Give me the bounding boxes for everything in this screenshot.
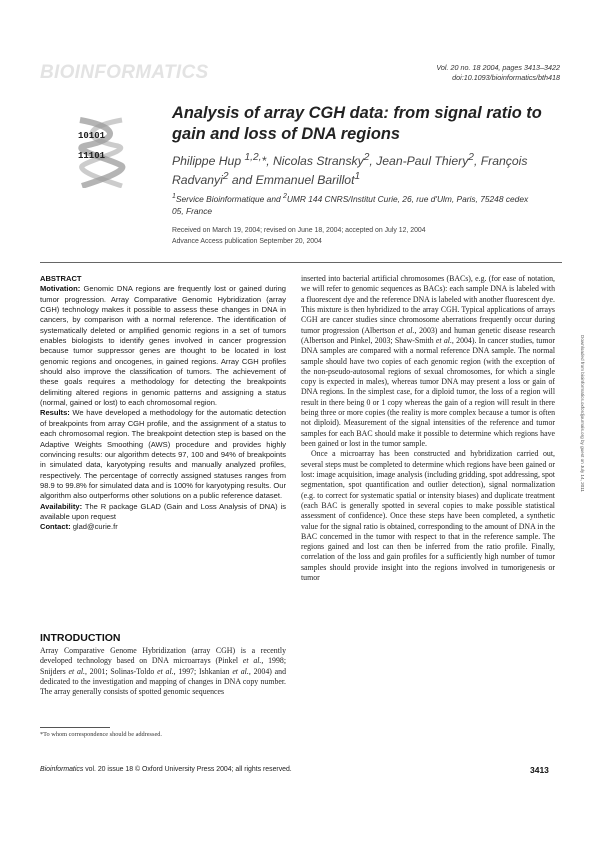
- dna-binary-helix-icon: [74, 116, 132, 188]
- results-label: Results:: [40, 408, 70, 418]
- journal-name: BIOINFORMATICS: [40, 62, 209, 83]
- footnote: *To whom correspondence should be addressed.: [40, 731, 162, 738]
- authors: Philippe Hup $^{1,2,}$*, Nicolas Stransky$^2$, Jean-Paul Thiery$^2$, François Radvanyi$^2$ and Emmanuel Barillot$^1$: [172, 152, 528, 188]
- abstract-heading: ABSTRACT: [40, 274, 82, 283]
- article-title: Analysis of array CGH data: from signal ratio to gain and loss of DNA regions: [172, 104, 542, 143]
- doi: doi:10.1093/bioinformatics/bth418: [452, 73, 560, 82]
- motivation-label: Motivation:: [40, 284, 81, 294]
- download-side-note[interactable]: Downloaded from bioinformatics.oxfordjournals.org by guest on July 14, 2011: [580, 335, 585, 492]
- contact-email[interactable]: glad@curie.fr: [72, 522, 118, 532]
- contact-label: Contact:: [40, 522, 71, 532]
- affiliation: $^1$Service Bioinformatique and $^2$UMR 144 CNRS/Institut Curie, 26, rue d'Ulm, Paris, 75248 cedex 05, France: [172, 193, 529, 216]
- advance-access: Advance Access publication September 20, 2004: [172, 237, 322, 245]
- availability-text: The R package GLAD (Gain and Loss Analysis of DNA) is available upon request: [40, 501, 286, 521]
- right-paragraph-2: Once a microarray has been constructed and hybridization carried out, several steps must be completed to determine which regions have been gained or lost: image acquisition, image analysis (including gridding, spot addressing, spot segmentation, spot quantification and outlier detection), signal normalization (e.g. to correct for systematic spatial or intensity biases) and duplicate treatment (each BAC is generally spotted in several copies to make possible statistical assessment of confidence). Once these steps have been completed, a synthetic value for the signal ratio is obtained, corresponding to the amount of DNA in the BAC concerned in the tumor with respect to that in the reference sample. The regions gained and lost can then be inferred from the ratio profile. Finally, correlation of the loss and gain profiles for a sufficiently high number of tumor samples should provide insight into the regions involved in tumorigenesis or tumor: [301, 449, 555, 583]
- abstract: [40, 274, 286, 533]
- footer-citation: Bioinformatics vol. 20 issue 18 © Oxford University Press 2004; all rights reserved.: [40, 766, 292, 773]
- footnote-rule: [40, 727, 110, 728]
- logo-bits-bottom: 11101: [78, 151, 106, 161]
- article-dates: [172, 226, 562, 247]
- availability-label: Availability:: [40, 501, 83, 511]
- introduction-heading: INTRODUCTION: [40, 632, 121, 644]
- motivation-text: Genomic DNA regions are frequently lost or gained during tumor progression. Array Comparative Genomic Hybridization (array CGH) technology makes it possible to assess these changes in DNA in cancers, by comparison with a normal reference. The identification of systematically deleted or amplified genomic regions in a set of tumors enables biologists to identify genes involved in cancer progression because tumor suppressor genes are thought to be located in lost genomic regions and oncogenes, in gained regions. Array CGH profiles should also improve the classification of tumors. The achievement of these goals requires a methodology for detecting the breakpoints delimiting altered regions in genomic patterns and assigning a status (normal, gained or lost) to each chromosomal region.: [40, 284, 286, 408]
- right-column: [301, 274, 555, 583]
- right-paragraph-1: inserted into bacterial artificial chromosomes (BACs), e.g. (for ease of notation, we will refer to genomic sequences as BACs): each sample DNA is labeled with a fluorescent dye and the reference DNA is labeled with another fluorescent dye. This mixture is then hybridized to the array CGH. Typical applications of arrays CGH are cancer studies since chromosome aberrations frequently occur during tumor progression (Albertson et al., 2003) and human genetic disease research (Albertson and Pinkel, 2003; Shaw-Smith et al., 2004). In cancer studies, tumor DNA samples are compared with a normal reference DNA sample. The normal sample should have two copies of each genomic region (with the exception of the non-pseudo-autosomal regions of sexual chromosomes, for which a single copy is expected in males), whereas tumor DNA may present a loss or gain of DNA regions. In the simplest case, for a diploid tumor, the loss of a region will result in there being 0 or 1 copy whereas the gain of a region will result in there being three or more copies (the reality is more complex because a tumor is often not diploid). Measurement of the signal intensities of the reference and tumor samples for each BAC should make it possible to determine which regions have been gained or lost in the tumor sample.: [301, 274, 556, 448]
- logo-bits-top: 10101: [78, 131, 106, 141]
- results-text: We have developed a methodology for the automatic detection of breakpoints from array CGH profile, and the assignment of a status to each chromosomal region. The breakpoint detection step is based on the Adaptive Weights Smoothing (AWS) procedure and provides highly convincing results: our algorithm detects 97, 100 and 94% of breakpoints in simulated data, karyotyping results and manually analyzed profiles, respectively. The percentage of correctly assigned statuses ranges from 98.9 to 99.8% for simulated data and is 100% for karyotyping results. Our algorithm also outperforms other solutions on a public reference dataset.: [40, 408, 286, 501]
- received-dates: Received on March 19, 2004; revised on June 18, 2004; accepted on July 12, 2004: [172, 227, 426, 234]
- header-rule: [40, 262, 562, 263]
- volume-pages: Vol. 20 no. 18 2004, pages 3413–3422: [436, 63, 560, 72]
- page-number: 3413: [530, 765, 549, 775]
- introduction-text: Array Comparative Genome Hybridization (array CGH) is a recently developed technology based on DNA microarrays (Pinkel et al., 1998; Snijders et al., 2001; Solinas-Toldo et al., 1997; Ishkanian et al., 2004) and dedicated to the investigation and mapping of changes in DNA copy number. The array generally consists of spotted genomic sequences: [40, 646, 286, 697]
